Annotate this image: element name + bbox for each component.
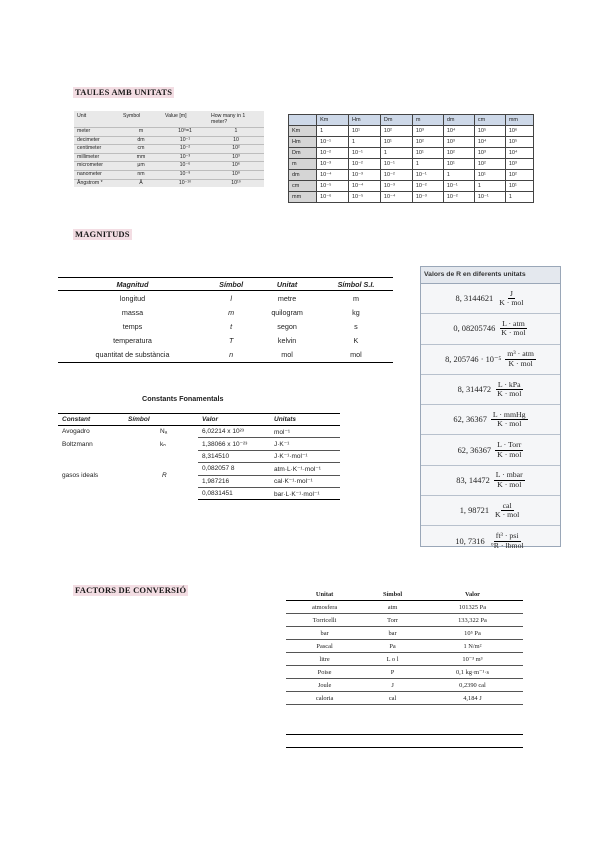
r-unit-fraction <box>493 502 521 520</box>
constant-unit: J·K⁻¹·mol⁻¹ <box>270 450 340 462</box>
table-row <box>286 666 523 679</box>
table-cell: Pascal <box>286 640 363 653</box>
r-unit-numerator: J <box>509 288 513 298</box>
r-value-row <box>421 435 560 465</box>
column-header: Magnitud <box>58 278 207 291</box>
r-unit-denominator: K · mol <box>497 389 522 399</box>
table-cell: 10⁻³ <box>317 159 349 170</box>
constants-title: Constants Fonamentals <box>142 394 224 403</box>
table-cell: 10² <box>505 170 533 181</box>
column-header: Unitats <box>270 414 340 426</box>
table-cell: 10² <box>474 159 505 170</box>
table-cell: Ångstrom * <box>74 179 120 187</box>
table-cell: atmosfera <box>286 601 363 614</box>
table-cell: L o l <box>363 653 422 666</box>
column-header <box>289 115 317 126</box>
magnituds-table <box>58 277 393 363</box>
column-header: Symbol <box>123 113 141 119</box>
table-body <box>289 126 534 203</box>
table-row <box>74 128 264 137</box>
table-row <box>286 679 523 692</box>
table-cell: bar <box>363 627 422 640</box>
table-body <box>286 601 523 705</box>
table-row <box>289 137 534 148</box>
table-cell: K <box>353 336 359 346</box>
table-cell: cal <box>363 692 422 705</box>
table-cell: 10² <box>443 148 474 159</box>
table-cell: longitud <box>119 293 146 303</box>
table-cell: 10⁶ <box>505 126 533 137</box>
r-value-row <box>421 284 560 314</box>
table-cell: 0,2390 cal <box>422 679 523 692</box>
constant-value: 1,38066 x 10⁻²³ <box>198 438 270 450</box>
table-cell: caloria <box>286 692 363 705</box>
table-cell: micrometer <box>74 162 120 171</box>
table-cell: T <box>228 336 234 346</box>
row-header: mm <box>289 192 317 203</box>
constant-symbol: Nₐ <box>160 428 168 436</box>
table-cell: 10⁻¹ <box>474 192 505 203</box>
table-cell: meter <box>74 128 120 137</box>
table-cell: nm <box>120 170 162 179</box>
table-cell: segon <box>277 321 297 331</box>
table-row <box>289 181 534 192</box>
length-units-table <box>74 111 264 187</box>
table-cell: P <box>363 666 422 679</box>
column-header: Unitat <box>286 589 363 601</box>
table-cell: cm <box>120 145 162 154</box>
column-header: m <box>412 115 443 126</box>
table-cell: 1 <box>317 126 349 137</box>
table-cell: 10⁴ <box>443 126 474 137</box>
constant-symbol: R <box>162 471 167 479</box>
table-cell: 10⁻¹ <box>317 137 349 148</box>
table-cell: 1 <box>443 170 474 181</box>
table-header-row <box>286 589 523 601</box>
r-unit-numerator: ft³ · psi <box>495 531 519 541</box>
column-header: Dm <box>380 115 412 126</box>
table-row <box>289 170 534 181</box>
r-unit-numerator: L · Torr <box>497 440 522 450</box>
table-cell: 10⁻² <box>317 148 349 159</box>
column-header: Unit <box>77 113 87 119</box>
r-unit-denominator: K · mol <box>499 298 524 308</box>
r-values-panel <box>420 266 561 550</box>
table-cell: 10⁴ <box>505 148 533 159</box>
table-cell: Poise <box>286 666 363 679</box>
table-cell: 10⁻³ <box>412 192 443 203</box>
r-unit-fraction <box>495 381 523 399</box>
column-header: Constant <box>58 414 124 426</box>
table-cell: 10³ <box>412 126 443 137</box>
table-cell: temperatura <box>113 336 152 346</box>
table-cell: 10⁻² <box>443 192 474 203</box>
table-cell: metre <box>277 293 297 303</box>
table-cell: m <box>228 307 235 317</box>
column-header: Value [m] <box>165 113 187 119</box>
table-cell: 10³ <box>208 153 264 162</box>
table-cell: n <box>207 348 255 363</box>
table-row <box>74 170 264 179</box>
table-cell: 10⁹ <box>208 170 264 179</box>
table-cell: Torr <box>363 614 422 627</box>
constant-unit: J·K⁻¹ <box>270 438 340 450</box>
r-value: 62, 36367 <box>457 445 492 455</box>
r-unit-fraction <box>494 471 525 489</box>
r-value: 8, 3144621 <box>455 294 494 304</box>
column-header: Símbol S.I. <box>319 278 393 291</box>
r-unit-numerator: cal <box>502 500 512 510</box>
r-unit-fraction <box>491 411 528 429</box>
constant-symbol: kₙ <box>160 441 166 449</box>
table-cell: 1 <box>208 128 264 137</box>
table-cell: 10⁻¹⁰ <box>162 179 208 187</box>
table-row <box>286 614 523 627</box>
table-header-row <box>74 111 264 128</box>
table-cell: 1 <box>380 148 412 159</box>
constant-unit: cal·K⁻¹·mol⁻¹ <box>270 475 340 487</box>
table-row <box>286 640 523 653</box>
divider <box>286 747 523 748</box>
table-cell: μm <box>120 162 162 171</box>
r-value-row <box>421 496 560 526</box>
table-cell: t <box>230 321 233 331</box>
table-cell: 10⁵ Pa <box>422 627 523 640</box>
table-cell: 1 <box>474 181 505 192</box>
constant-unit: bar·L·K⁻¹·mol⁻¹ <box>270 487 340 499</box>
constant-value: 8,314510 <box>198 450 270 462</box>
table-cell: 10¹⁰ <box>208 179 264 187</box>
table-cell: centimeter <box>74 145 120 154</box>
table-cell: temps <box>122 321 143 331</box>
table-body <box>74 128 264 188</box>
table-cell: s <box>354 321 358 331</box>
table-cell: 1 <box>505 192 533 203</box>
column-header: How many in 1 meter? <box>211 113 246 125</box>
table-row <box>58 426 340 438</box>
table-cell: 10³ <box>443 137 474 148</box>
r-unit-denominator: °R · lbmol <box>490 540 524 550</box>
table-cell: 10⁻³ <box>162 153 208 162</box>
table-row <box>58 450 340 462</box>
r-value-row <box>421 375 560 405</box>
table-cell: 101325 Pa <box>422 601 523 614</box>
table-cell: 10¹ <box>505 181 533 192</box>
table-row <box>289 148 534 159</box>
table-cell: 10⁻⁵ <box>349 192 381 203</box>
table-row <box>74 145 264 154</box>
table-row <box>286 692 523 705</box>
table-cell: kelvin <box>277 336 297 346</box>
table-header-row <box>58 278 393 291</box>
column-header: Valor <box>422 589 523 601</box>
table-cell: 10⁻⁴ <box>317 170 349 181</box>
r-value: 10, 7316 <box>455 536 485 546</box>
table-cell: 10⁻¹ <box>162 136 208 145</box>
constant-unit: mol⁻¹ <box>270 426 340 438</box>
table-cell: 10⁻³ <box>380 181 412 192</box>
table-row <box>58 305 393 319</box>
table-cell: 10¹ <box>443 159 474 170</box>
table-cell: 1 <box>349 137 381 148</box>
table-cell: decimeter <box>74 136 120 145</box>
heading-conversion: FACTORS DE CONVERSIÓ <box>75 585 187 595</box>
table-cell: 10⁴ <box>474 137 505 148</box>
r-values-list <box>421 284 560 556</box>
table-row <box>74 162 264 171</box>
table-cell: 10⁻¹ <box>349 148 381 159</box>
r-unit-denominator: K · mol <box>497 479 522 489</box>
r-value-row <box>421 526 560 555</box>
table-cell: 10² <box>208 145 264 154</box>
table-cell: 10⁵ <box>474 126 505 137</box>
constant-value: 6,02214 x 10²³ <box>198 426 270 438</box>
table-row <box>58 319 393 333</box>
table-row <box>58 348 393 363</box>
column-header: Símbol <box>124 414 198 426</box>
table-cell: 10⁻¹ <box>380 159 412 170</box>
table-cell: bar <box>286 627 363 640</box>
r-unit-numerator: m³ · atm <box>507 349 534 359</box>
table-cell: 10⁻¹ <box>412 170 443 181</box>
table-cell: 10³ <box>505 159 533 170</box>
table-cell: quantitat de substància <box>58 348 207 363</box>
table-cell: 10⁶ <box>208 162 264 171</box>
column-header: Unitat <box>255 278 319 291</box>
table-body <box>58 291 393 363</box>
constant-name: gasos ideals <box>62 471 99 479</box>
r-unit-fraction <box>489 532 526 550</box>
table-row <box>286 627 523 640</box>
divider <box>286 734 523 735</box>
table-cell: 10⁻⁴ <box>349 181 381 192</box>
table-cell: 10¹ <box>380 137 412 148</box>
column-header: mm <box>505 115 533 126</box>
table-cell: 1 <box>412 159 443 170</box>
r-value: 8, 205746 · 10⁻⁵ <box>445 355 502 365</box>
r-unit-denominator: K · mol <box>508 358 533 368</box>
table-cell: 10⁻⁶ <box>162 162 208 171</box>
table-cell: 10¹ <box>412 148 443 159</box>
table-cell: 10² <box>412 137 443 148</box>
table-cell: 10⁻¹ <box>443 181 474 192</box>
table-cell: Pa <box>363 640 422 653</box>
table-cell: millimeter <box>74 153 120 162</box>
table-row <box>58 438 340 450</box>
table-cell: 10⁻⁹ <box>162 170 208 179</box>
heading-units: TAULES AMB UNITATS <box>75 87 173 97</box>
r-unit-numerator: L · kPa <box>497 379 521 389</box>
column-header: Valor <box>198 414 270 426</box>
table-row <box>74 153 264 162</box>
constant-value: 0,082057 8 <box>198 463 270 475</box>
r-value: 62, 36367 <box>453 415 487 425</box>
column-header: cm <box>474 115 505 126</box>
constant-value: 0,0831451 <box>198 487 270 499</box>
r-unit-fraction <box>505 350 536 368</box>
table-cell: nanometer <box>74 170 120 179</box>
r-value-row <box>421 466 560 496</box>
table-cell: 10² <box>380 126 412 137</box>
column-header: Hm <box>349 115 381 126</box>
table-cell: 10⁻² <box>349 159 381 170</box>
table-row <box>74 179 264 187</box>
table-cell: Torricelli <box>286 614 363 627</box>
table-cell: 10 <box>208 136 264 145</box>
r-value: 1, 98721 <box>459 506 490 516</box>
table-cell: atm <box>363 601 422 614</box>
table-cell: 10⁻² <box>162 145 208 154</box>
row-header: Dm <box>289 148 317 159</box>
r-value-row <box>421 314 560 344</box>
table-cell: quilogram <box>271 307 303 317</box>
table-cell: 10⁻³ m³ <box>422 653 523 666</box>
table-cell: 10⁻⁶ <box>317 192 349 203</box>
r-value-row <box>421 405 560 435</box>
conversion-table <box>286 589 523 705</box>
row-header: dm <box>289 170 317 181</box>
table-cell: m <box>352 293 359 303</box>
r-unit-numerator: L · mmHg <box>492 409 526 419</box>
table-header-row <box>58 414 340 426</box>
table-cell: mol <box>255 348 319 363</box>
r-unit-fraction <box>497 290 525 308</box>
table-cell: 10⁻⁴ <box>380 192 412 203</box>
table-row <box>58 334 393 348</box>
table-cell: 0,1 kg·m⁻¹·s <box>422 666 523 679</box>
table-cell: 10⁰=1 <box>162 128 208 137</box>
r-unit-numerator: L · mbar <box>495 470 523 480</box>
r-unit-fraction <box>495 441 523 459</box>
r-unit-denominator: K · mol <box>495 510 520 520</box>
column-header: Símbol <box>363 589 422 601</box>
table-cell: l <box>230 293 232 303</box>
table-cell: 10⁻² <box>380 170 412 181</box>
table-row <box>58 291 393 306</box>
table-row <box>289 159 534 170</box>
row-header: Km <box>289 126 317 137</box>
r-values-title: Valors de R en diferents unitats <box>421 267 560 284</box>
constant-value: 1,987216 <box>198 475 270 487</box>
r-unit-numerator: L · atm <box>502 318 525 328</box>
column-header: Símbol <box>207 278 255 291</box>
table-cell: 4,184 J <box>422 692 523 705</box>
table-cell: kg <box>352 307 360 317</box>
table-cell: 10⁵ <box>505 137 533 148</box>
r-value: 8, 314472 <box>457 385 492 395</box>
table-cell: 1 N/m² <box>422 640 523 653</box>
length-multiples-table <box>288 114 534 203</box>
table-cell: massa <box>121 307 144 317</box>
table-cell: 10³ <box>474 148 505 159</box>
r-value: 83, 14472 <box>456 475 490 485</box>
row-header: m <box>289 159 317 170</box>
table-row <box>286 653 523 666</box>
row-header: Hm <box>289 137 317 148</box>
r-unit-denominator: K · mol <box>497 449 522 459</box>
table-cell: 133,322 Pa <box>422 614 523 627</box>
table-row <box>289 192 534 203</box>
table-cell: 10¹ <box>349 126 381 137</box>
table-cell: Joule <box>286 679 363 692</box>
table-cell: 10⁻² <box>412 181 443 192</box>
r-unit-denominator: K · mol <box>501 328 526 338</box>
heading-magnituds: MAGNITUDS <box>75 229 130 239</box>
table-cell: m <box>120 128 162 137</box>
table-cell: dm <box>120 136 162 145</box>
r-unit-fraction <box>499 320 527 338</box>
constant-name: Boltzmann <box>62 440 93 448</box>
r-value: 0, 08205746 <box>453 324 496 334</box>
column-header: Km <box>317 115 349 126</box>
constants-table <box>58 413 340 500</box>
table-cell: mm <box>120 153 162 162</box>
table-header-row <box>289 115 534 126</box>
table-cell: Å <box>120 179 162 187</box>
table-row <box>289 126 534 137</box>
table-cell: mol <box>319 348 393 363</box>
r-unit-denominator: K · mol <box>497 419 522 429</box>
constant-name: Avogadro <box>62 428 90 436</box>
table-row <box>286 601 523 614</box>
table-cell: J <box>363 679 422 692</box>
table-cell: 10⁻⁵ <box>317 181 349 192</box>
table-row <box>74 136 264 145</box>
table-cell: 10¹ <box>474 170 505 181</box>
constant-unit: atm·L·K⁻¹·mol⁻¹ <box>270 463 340 475</box>
table-cell: 10⁻³ <box>349 170 381 181</box>
row-header: cm <box>289 181 317 192</box>
r-value-row <box>421 345 560 375</box>
column-header: dm <box>443 115 474 126</box>
table-cell: litre <box>286 653 363 666</box>
